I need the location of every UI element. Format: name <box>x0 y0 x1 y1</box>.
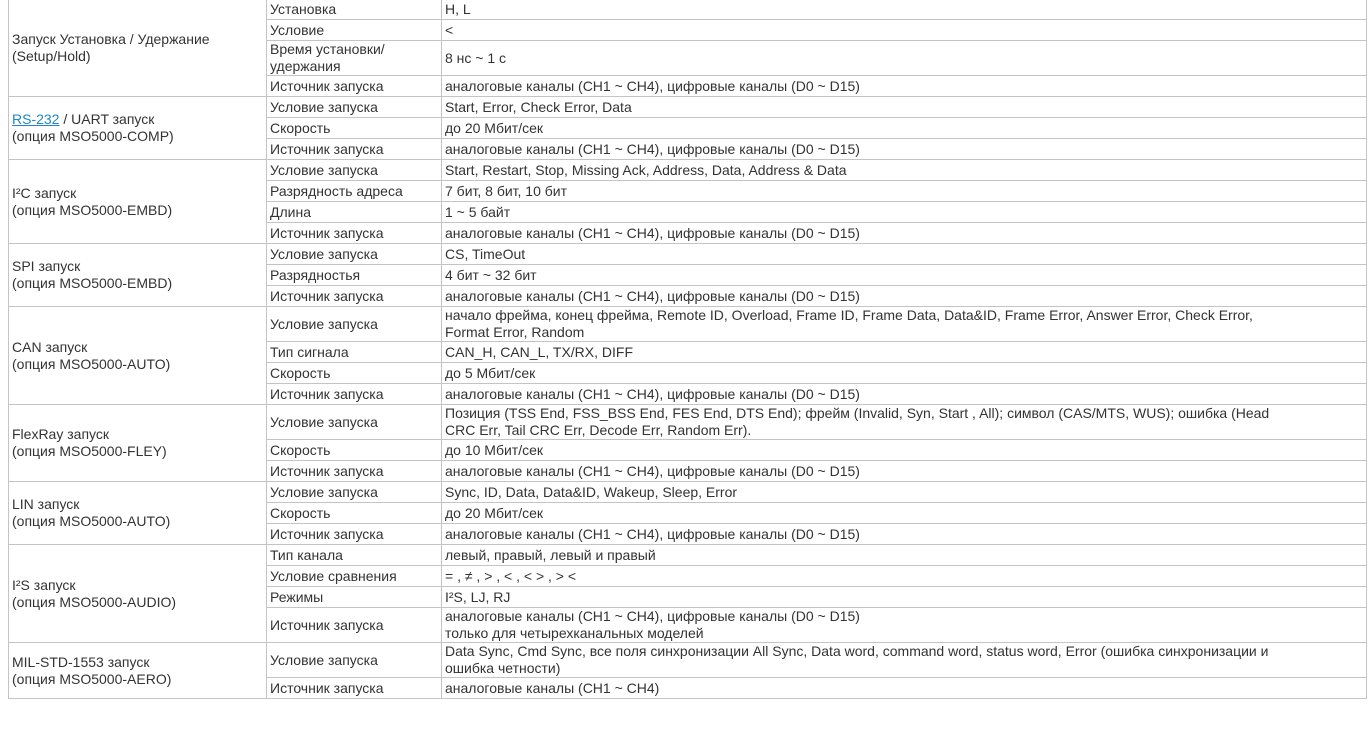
value-cell: начало фрейма, конец фрейма, Remote ID, Overload, Frame ID, Frame Data, Data&ID, Frame Error, Answer Error, Check Error, Format Error, Random <box>442 307 1367 342</box>
parameter-cell: Условие запуска <box>267 307 442 342</box>
value-cell: = , ≠ , > , < , < > , > < <box>442 566 1367 587</box>
value-cell: аналоговые каналы (CH1 ~ CH4), цифровые каналы (D0 ~ D15) только для четырехканальных моделей <box>442 608 1367 643</box>
parameter-cell: Режимы <box>267 587 442 608</box>
value-cell: аналоговые каналы (CH1 ~ CH4), цифровые каналы (D0 ~ D15) <box>442 286 1367 307</box>
value-cell: Sync, ID, Data, Data&ID, Wakeup, Sleep, Error <box>442 482 1367 503</box>
value-cell: CS, TimeOut <box>442 244 1367 265</box>
value-cell: 1 ~ 5 байт <box>442 202 1367 223</box>
parameter-cell: Длина <box>267 202 442 223</box>
parameter-cell: Разрядность адреса <box>267 181 442 202</box>
trigger-group-title: FlexRay запуск (опция MSO5000-FLEY) <box>12 426 167 459</box>
value-cell: аналоговые каналы (CH1 ~ CH4) <box>442 678 1367 699</box>
parameter-cell: Условие запуска <box>267 244 442 265</box>
parameter-cell: Источник запуска <box>267 524 442 545</box>
value-cell: 4 бит ~ 32 бит <box>442 265 1367 286</box>
trigger-group-title: / UART запуск (опция MSO5000-COMP) <box>12 111 174 144</box>
trigger-group-cell <box>9 545 267 643</box>
value-cell: аналоговые каналы (CH1 ~ CH4), цифровые каналы (D0 ~ D15) <box>442 384 1367 405</box>
table-row <box>9 0 1367 20</box>
value-cell: 7 бит, 8 бит, 10 бит <box>442 181 1367 202</box>
rs232-link[interactable]: RS-232 <box>12 111 60 127</box>
trigger-group-cell <box>9 405 267 482</box>
value-cell: Start, Error, Check Error, Data <box>442 97 1367 118</box>
parameter-cell: Установка <box>267 0 442 20</box>
spec-table <box>8 0 1367 699</box>
table-row <box>9 244 1367 265</box>
value-cell: аналоговые каналы (CH1 ~ CH4), цифровые каналы (D0 ~ D15) <box>442 139 1367 160</box>
parameter-cell: Условие <box>267 20 442 41</box>
parameter-cell: Источник запуска <box>267 461 442 482</box>
trigger-group-cell <box>9 160 267 244</box>
parameter-cell: Скорость <box>267 118 442 139</box>
value-cell: 8 нс ~ 1 с <box>442 41 1367 76</box>
trigger-group-cell <box>9 244 267 307</box>
parameter-cell: Источник запуска <box>267 608 442 643</box>
value-cell: до 10 Мбит/сек <box>442 440 1367 461</box>
trigger-group-title: LIN запуск (опция MSO5000-AUTO) <box>12 496 171 529</box>
trigger-group-title: I²C запуск (опция MSO5000-EMBD) <box>12 184 173 218</box>
value-cell: до 5 Мбит/сек <box>442 363 1367 384</box>
table-row <box>9 482 1367 503</box>
parameter-cell: Условие запуска <box>267 97 442 118</box>
parameter-cell: Разрядностья <box>267 265 442 286</box>
value-cell: Позиция (TSS End, FSS_BSS End, FES End, DTS End); фрейм (Invalid, Syn, Start , All); символ (CAS/MTS, WUS); ошибка (Head CRC Err, Tail CRC Err, Decode Err, Random Err). <box>442 405 1367 440</box>
table-row <box>9 545 1367 566</box>
parameter-cell: Источник запуска <box>267 286 442 307</box>
value-cell: аналоговые каналы (CH1 ~ CH4), цифровые каналы (D0 ~ D15) <box>442 223 1367 244</box>
value-cell: I²S, LJ, RJ <box>442 587 1367 608</box>
parameter-cell: Условие сравнения <box>267 566 442 587</box>
parameter-cell: Источник запуска <box>267 76 442 97</box>
trigger-group-title: MIL-STD-1553 запуск (опция MSO5000-AERO) <box>12 653 172 687</box>
parameter-cell: Источник запуска <box>267 678 442 699</box>
trigger-group-cell <box>9 482 267 545</box>
value-cell: H, L <box>442 0 1367 20</box>
value-cell: Data Sync, Cmd Sync, все поля синхронизации All Sync, Data word, command word, status word, Error (ошибка синхронизации и ошибка четности) <box>442 643 1367 678</box>
value-cell: < <box>442 20 1367 41</box>
value-cell: до 20 Мбит/сек <box>442 118 1367 139</box>
parameter-cell: Условие запуска <box>267 160 442 181</box>
parameter-cell: Тип канала <box>267 545 442 566</box>
table-row <box>9 643 1367 678</box>
parameter-cell: Условие запуска <box>267 405 442 440</box>
trigger-group-cell <box>9 97 267 160</box>
parameter-cell: Источник запуска <box>267 384 442 405</box>
trigger-group-title: I²S запуск (опция MSO5000-AUDIO) <box>12 576 177 610</box>
trigger-group-cell <box>9 307 267 405</box>
parameter-cell: Источник запуска <box>267 223 442 244</box>
parameter-cell: Скорость <box>267 440 442 461</box>
value-cell: аналоговые каналы (CH1 ~ CH4), цифровые каналы (D0 ~ D15) <box>442 76 1367 97</box>
value-cell: аналоговые каналы (CH1 ~ CH4), цифровые каналы (D0 ~ D15) <box>442 461 1367 482</box>
parameter-cell: Тип сигнала <box>267 342 442 363</box>
table-row <box>9 160 1367 181</box>
parameter-cell: Условие запуска <box>267 643 442 678</box>
trigger-group-cell <box>9 643 267 699</box>
trigger-group-title: SPI запуск (опция MSO5000-EMBD) <box>12 258 173 291</box>
value-cell: до 20 Мбит/сек <box>442 503 1367 524</box>
trigger-group-title: CAN запуск (опция MSO5000-AUTO) <box>12 338 171 372</box>
parameter-cell: Время установки/ удержания <box>267 41 442 76</box>
trigger-group-cell <box>9 0 267 97</box>
table-row <box>9 307 1367 342</box>
trigger-group-title: Запуск Установка / Удержание (Setup/Hold) <box>12 30 210 64</box>
value-cell: левый, правый, левый и правый <box>442 545 1367 566</box>
parameter-cell: Условие запуска <box>267 482 442 503</box>
table-row <box>9 97 1367 118</box>
value-cell: Start, Restart, Stop, Missing Ack, Address, Data, Address & Data <box>442 160 1367 181</box>
parameter-cell: Скорость <box>267 503 442 524</box>
parameter-cell: Источник запуска <box>267 139 442 160</box>
table-row <box>9 405 1367 440</box>
value-cell: аналоговые каналы (CH1 ~ CH4), цифровые каналы (D0 ~ D15) <box>442 524 1367 545</box>
spec-table-body <box>9 0 1367 699</box>
parameter-cell: Скорость <box>267 363 442 384</box>
value-cell: CAN_H, CAN_L, TX/RX, DIFF <box>442 342 1367 363</box>
